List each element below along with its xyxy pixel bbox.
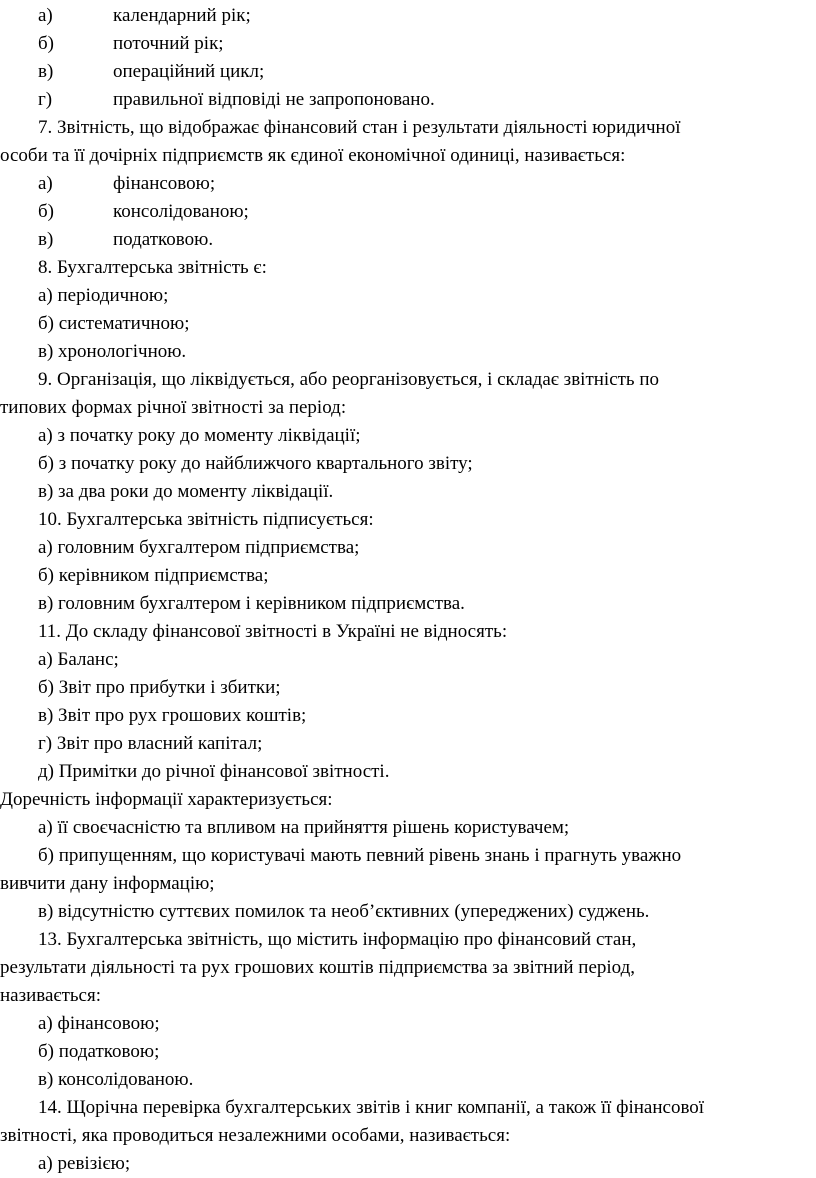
option-text: календарний рік; [113, 5, 251, 26]
answer-option: в) головним бухгалтером і керівником підприємства. [38, 593, 465, 614]
answer-option: б) припущенням, що користувачі мають певний рівень знань і прагнуть уважно [38, 845, 682, 866]
answer-option: а) періодичною; [38, 285, 169, 306]
question-text: особи та її дочірніх підприємств як єдиної економічної одиниці, називається: [0, 145, 626, 166]
answer-option: в) за два роки до моменту ліквідації. [38, 481, 334, 502]
option-text: операційний цикл; [113, 61, 265, 82]
option-marker: а) [38, 5, 53, 26]
question-text: 14. Щорічна перевірка бухгалтерських звітів і книг компанії, а також її фінансової [38, 1097, 705, 1118]
answer-option: а) фінансовою; [38, 1013, 160, 1034]
answer-option: б) Звіт про прибутки і збитки; [38, 677, 281, 698]
option-text: фінансовою; [113, 173, 216, 194]
answer-option: г) Звіт про власний капітал; [38, 733, 263, 754]
question-text: результати діяльності та рух грошових коштів підприємства за звітний період, [0, 957, 636, 978]
option-text: правильної відповіді не запропоновано. [113, 89, 435, 110]
answer-option: в) Звіт про рух грошових коштів; [38, 705, 307, 726]
option-marker: б) [38, 33, 54, 54]
answer-option: а) з початку року до моменту ліквідації; [38, 425, 361, 446]
answer-option: б) систематичною; [38, 313, 190, 334]
answer-option: б) з початку року до найближчого квартального звіту; [38, 453, 473, 474]
answer-option: а) головним бухгалтером підприємства; [38, 537, 360, 558]
question-text: типових формах річної звітності за період: [0, 397, 347, 418]
answer-option: в) хронологічною. [38, 341, 187, 362]
option-marker: г) [38, 89, 53, 110]
answer-option: в) консолідованою. [38, 1069, 194, 1090]
answer-option: вивчити дану інформацію; [0, 873, 215, 894]
question-text: 8. Бухгалтерська звітність є: [38, 257, 267, 278]
answer-option: а) її своєчасністю та впливом на прийняття рішень користувачем; [38, 817, 570, 838]
question-text: 13. Бухгалтерська звітність, що містить інформацію про фінансовий стан, [38, 929, 637, 950]
option-marker: а) [38, 173, 53, 194]
option-marker: в) [38, 61, 54, 82]
question-text: Доречність інформації характеризується: [0, 789, 333, 810]
question-text: 11. До складу фінансової звітності в Україні не відносять: [38, 621, 508, 642]
option-text: поточний рік; [113, 33, 224, 54]
option-marker: б) [38, 201, 54, 222]
option-marker: в) [38, 229, 54, 250]
question-text: 7. Звітність, що відображає фінансовий стан і результати діяльності юридичної [38, 117, 681, 138]
question-text: називається: [0, 985, 102, 1006]
answer-option: в) відсутністю суттєвих помилок та необ’єктивних (упереджених) суджень. [38, 901, 650, 922]
option-text: консолідованою; [113, 201, 249, 222]
answer-option: б) керівником підприємства; [38, 565, 269, 586]
question-text: 9. Організація, що ліквідується, або реорганізовується, і складає звітність по [38, 369, 660, 390]
option-text: податковою. [113, 229, 214, 250]
answer-option: а) Баланс; [38, 649, 119, 670]
question-text: звітності, яка проводиться незалежними особами, називається: [0, 1125, 511, 1146]
answer-option: д) Примітки до річної фінансової звітності. [38, 761, 390, 782]
answer-option: б) податковою; [38, 1041, 160, 1062]
question-text: 10. Бухгалтерська звітність підписується: [38, 509, 374, 530]
answer-option: а) ревізією; [38, 1153, 131, 1174]
